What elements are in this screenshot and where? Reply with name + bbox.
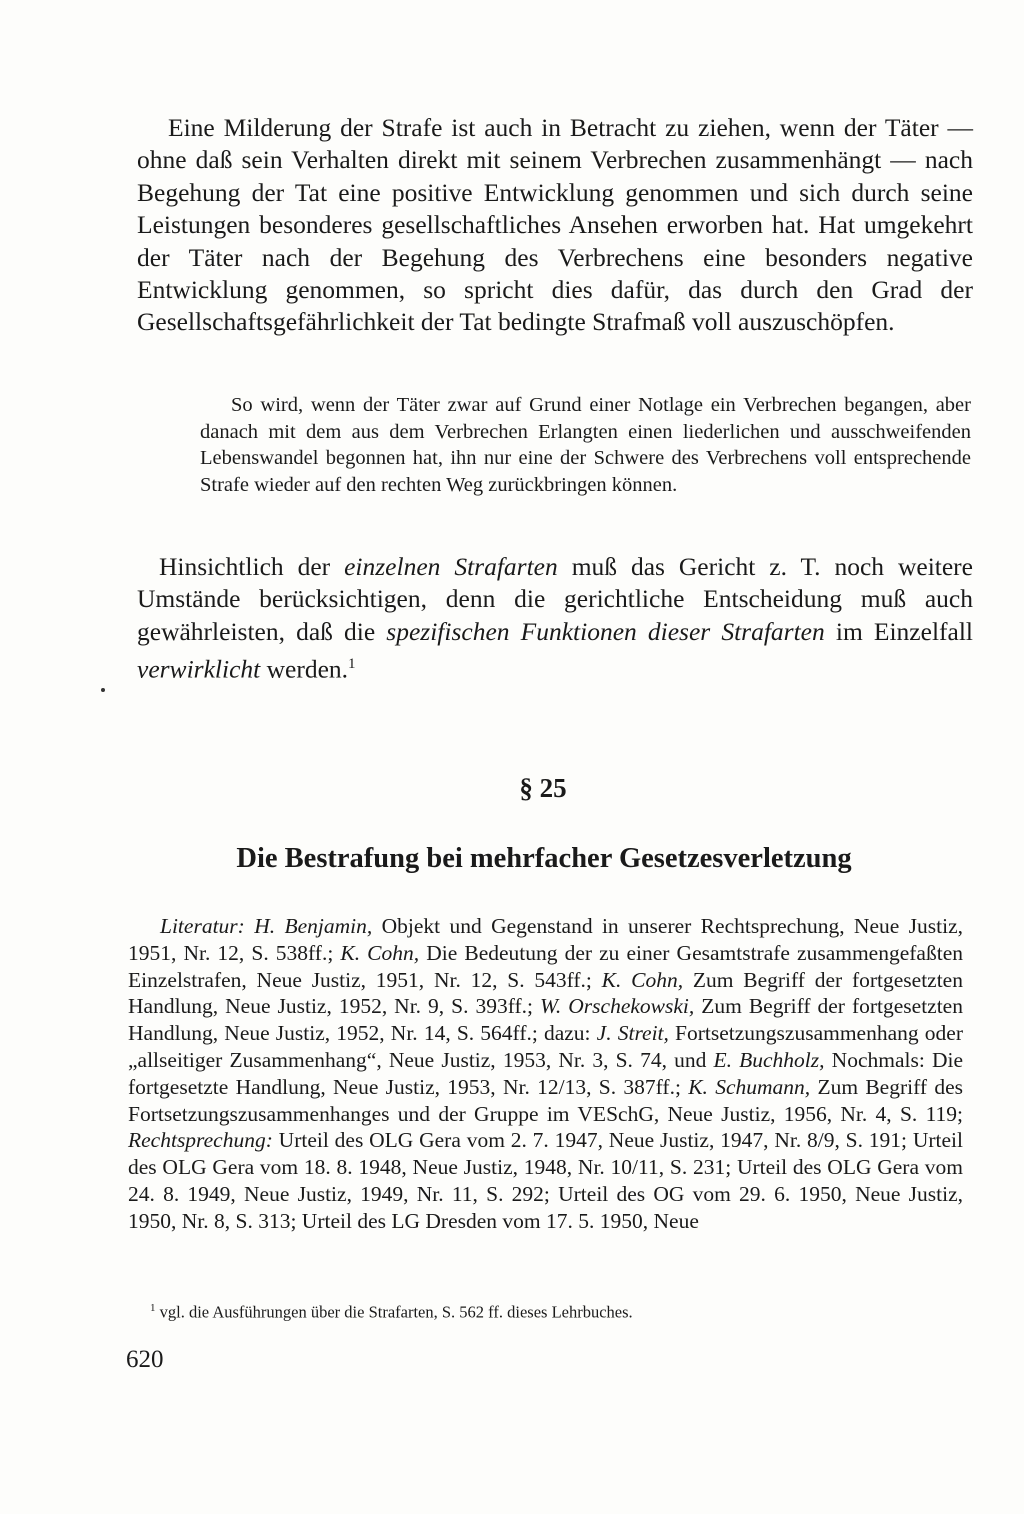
author: K. Schumann, bbox=[688, 1074, 811, 1099]
citation: Nochmals: Die fortgesetzte Handlung, Neue Justiz, 1953, Nr. 12/13, S. 387ff.; bbox=[128, 1047, 963, 1099]
author: W. Orschekowski, bbox=[539, 994, 695, 1019]
case-law-label: Rechtsprechung: bbox=[128, 1128, 273, 1153]
citation: Zum Begriff des Fortsetzungszusammenhanges und der Gruppe im VESchG, Neue Justiz, 1956, Nr. 4, S. 119; bbox=[128, 1074, 963, 1126]
author: H. Benjamin, bbox=[254, 914, 373, 938]
footnote bbox=[150, 1302, 970, 1323]
text-run: werden. bbox=[260, 654, 349, 684]
emphasis: einzelnen Strafarten bbox=[344, 552, 558, 581]
example-paragraph: So wird, wenn der Täter zwar auf Grund einer Notlage ein Verbrechen begangen, aber danach mit dem aus dem Verbrechen Erlangten einen liederlichen und ausschweifenden Lebenswandel begonnen hat, ihn nur eine der Schwere des Verbrechens voll entsprechende Strafe wieder auf den rechten Weg zurückbringen können. bbox=[200, 394, 971, 496]
citation: Fortsetzungszusammenhang oder „allseitiger Zusammenhang“, Neue Justiz, 1953, Nr. 3, S. 74, und bbox=[128, 1021, 963, 1072]
citation: Zum Begriff der fortgesetzten Handlung, Neue Justiz, 1952, Nr. 9, S. 393ff.; bbox=[128, 967, 963, 1019]
citation: Die Bedeutung der zu einer Gesamtstrafe zusammengefaßten Einzelstrafen, Neue Justiz, 1951, Nr. 12, S. 543ff.; bbox=[128, 940, 963, 992]
author: J. Streit, bbox=[596, 1021, 669, 1046]
text-run: muß das Gericht z. T. noch weitere Umstände berücksichtigen, denn die gerichtliche Entscheidung muß auch gewährleisten, daß die bbox=[137, 552, 973, 646]
page-number: 620 bbox=[126, 1346, 164, 1373]
footnote-marker: 1 bbox=[150, 1302, 156, 1314]
literature-label: Literatur: bbox=[160, 914, 245, 938]
text-run: Hinsichtlich der bbox=[159, 552, 345, 581]
author: K. Cohn, bbox=[601, 967, 684, 992]
literature-block bbox=[128, 913, 963, 1235]
body-paragraph-1: Eine Milderung der Strafe ist auch in Betracht zu ziehen, wenn der Täter — ohne daß sein Verhalten direkt mit seinem Verbrechen zusammenhängt — nach Begehung der Tat eine positive Entwicklung genommen und sich durch seine Leistungen besonderes gesellschaftliches Ansehen erworben hat. Hat umgekehrt der Täter nach der Begehung des Verbrechens eine besonders negative Entwicklung genommen, so spricht dies dafür, das durch den Grad der Gesellschaftsgefährlichkeit der Tat bedingte Strafmaß voll auszuschöpfen. bbox=[137, 113, 973, 337]
emphasis: verwirklicht bbox=[137, 654, 261, 684]
author: E. Buchholz, bbox=[713, 1047, 825, 1072]
emphasis: spezifischen Funktionen dieser Strafarten bbox=[386, 616, 825, 646]
body-paragraph-2 bbox=[137, 551, 973, 686]
section-number: § 25 bbox=[519, 773, 567, 803]
citation: Zum Begriff der fortgesetzten Handlung, Neue Justiz, 1952, Nr. 14, S. 564ff.; dazu: bbox=[128, 994, 963, 1046]
footnote-text: vgl. die Ausführungen über die Strafarten, S. 562 ff. dieses Lehrbuches. bbox=[155, 1302, 633, 1322]
citation: Objekt und Gegenstand in unserer Rechtsprechung, Neue Justiz, 1951, Nr. 12, S. 538ff.; bbox=[128, 914, 964, 965]
footnote-reference: 1 bbox=[348, 656, 356, 673]
section-title: Die Bestrafung bei mehrfacher Gesetzesverletzung bbox=[236, 843, 852, 874]
author: K. Cohn, bbox=[340, 940, 420, 965]
print-speck bbox=[101, 688, 105, 692]
text-run: im Einzelfall bbox=[824, 616, 974, 646]
citation: Urteil des OLG Gera vom 2. 7. 1947, Neue Justiz, 1947, Nr. 8/9, S. 191; Urteil des OLG Gera vom 18. 8. 1948, Neue Justiz, 1948, Nr. 10/11, S. 231; Urteil des OLG Gera vom 24. 8. 1949, Neue Justiz, 1949, Nr. 11, S. 292; Urteil des OG vom 29. 6. 1950, Neue Justiz, 1950, Nr. 8, S. 313; Urteil des LG Dresden vom 17. 5. 1950, Neue bbox=[128, 1128, 963, 1233]
